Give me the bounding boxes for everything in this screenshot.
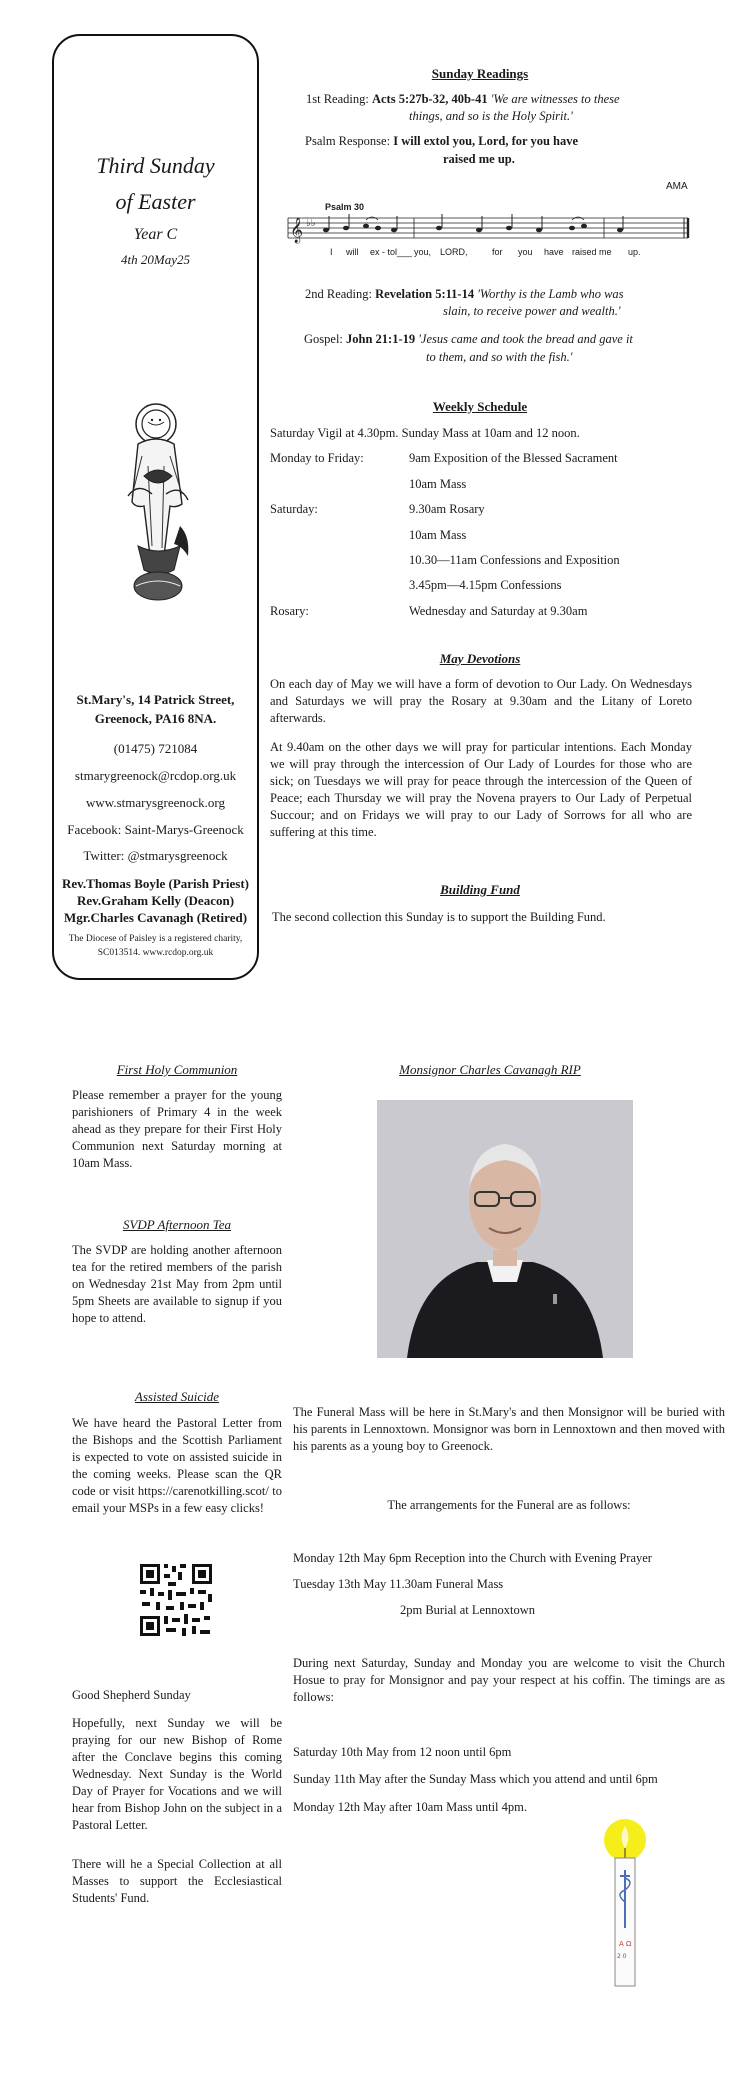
funeral-item-3: 2pm Burial at Lennoxtown — [400, 1603, 536, 1617]
second-reading-quote1: 'Worthy is the Lamb who was — [477, 287, 624, 301]
monsignor-photo — [377, 1100, 633, 1358]
music-lyrics — [330, 247, 700, 259]
assisted-text[interactable]: We have heard the Pastoral Letter from the Bishops and the Scottish Parliament is expected to vote on assisted suicide in the coming weeks. Please scan the QR code or visit https://carenotkilling.scot/ to email your MSPs in a few easy clicks! — [72, 1416, 282, 1515]
second-reading — [305, 286, 695, 303]
may-devotions-para1: On each day of May we will have a form of devotion to Our Lady. On Wednesdays and Saturdays we will pray the Rosary at 9.30am and the Litany of Loreto afterwards. — [270, 677, 692, 725]
schedule-label: Saturday Vigil at 4.30pm. Sunday Mass at 10am and 12 noon. — [270, 426, 580, 440]
schedule-row — [270, 604, 730, 626]
madonna-illustration — [108, 396, 208, 616]
visit-item-3: Monday 12th May after 10am Mass until 4pm. — [293, 1800, 527, 1814]
svg-text:A Ω: A Ω — [619, 1940, 632, 1948]
schedule-value: 3.45pm—4.15pm Confessions — [409, 578, 562, 592]
clergy-parish-priest: Rev.Thomas Boyle (Parish Priest) — [61, 876, 250, 891]
visit-item-1: Saturday 10th May from 12 noon until 6pm — [293, 1745, 512, 1759]
music-credit: AMA — [666, 181, 688, 192]
svg-text:2 0: 2 0 — [617, 1953, 627, 1960]
cover-year: Year C — [133, 226, 178, 243]
first-reading — [306, 91, 696, 108]
readings-heading: Sunday Readings — [431, 66, 529, 81]
schedule-label: Monday to Friday: — [270, 451, 364, 465]
gospel-quote1: 'Jesus came and took the bread and gave it — [418, 332, 633, 346]
second-reading-quote2: slain, to receive power and wealth.' — [443, 304, 621, 318]
psalm-response — [305, 133, 695, 150]
schedule-row — [270, 477, 730, 499]
first-reading-quote1: 'We are witnesses to these — [490, 92, 620, 106]
second-reading-quote2-wrap — [443, 303, 621, 320]
clergy-deacon: Rev.Graham Kelly (Deacon) — [76, 893, 235, 908]
schedule-row — [270, 553, 730, 575]
schedule-table — [270, 426, 730, 626]
second-reading-ref: Revelation 5:11-14 — [375, 287, 475, 301]
svdp-text: The SVDP are holding another afternoon tea for the retired members of the parish on Wednesday 21st May from 2pm until 5pm Sheets are available to signup if you hope to attend. — [72, 1243, 282, 1325]
music-label: Psalm 30 — [325, 202, 365, 212]
gospel-quote2: to them, and so with the fish.' — [426, 350, 573, 364]
may-devotions-heading: May Devotions — [439, 651, 521, 666]
gospel-prefix: Gospel: — [304, 332, 347, 346]
rip-arrangements: The arrangements for the Funeral are as follows: — [387, 1498, 631, 1512]
rip-heading: Monsignor Charles Cavanagh RIP — [399, 1062, 581, 1077]
schedule-value: 10am Mass — [409, 528, 467, 542]
rip-para2: During next Saturday, Sunday and Monday you are welcome to visit the Church Hosue to pray for Monsignor and pay your respect at his coffin. The timings are as follows: — [293, 1656, 725, 1704]
schedule-row — [270, 426, 730, 448]
may-devotions-para2: At 9.40am on the other days we will pray for particular intentions. Each Monday we will pray through the intercession of Our Lady of Lourdes for those who are sick; on Tuesdays we will pray for peace through the intercession of the Queen of Peace; each Thursday we will pray the Novena prayers to Our Lady of Perpetual Succour; and on Fridays we will pray to our Lady of Sorrows for all who are suffering at this time. — [270, 740, 692, 839]
cover-panel — [52, 34, 259, 980]
lyric-syllable: I — [330, 247, 333, 257]
lyric-syllable: for — [492, 247, 503, 257]
schedule-label: Rosary: — [270, 604, 309, 618]
cover-title-line1: Third Sunday — [96, 153, 215, 178]
cover-title-line2: of Easter — [115, 189, 196, 214]
schedule-row — [270, 528, 730, 550]
schedule-label: Saturday: — [270, 502, 318, 516]
psalm-text2: raised me up. — [443, 152, 515, 166]
lyric-syllable: you, — [414, 247, 432, 257]
second-reading-prefix: 2nd Reading: — [305, 287, 376, 301]
visit-item-2: Sunday 11th May after the Sunday Mass which you attend and until 6pm — [293, 1772, 658, 1786]
rip-para1: The Funeral Mass will be here in St.Mary's and then Monsignor will be buried with his parents in Lennoxtown. Monsignor was born in Lennoxtown and then moved with his parents as a young boy to Greenock. — [293, 1405, 725, 1453]
gospel-reading — [304, 331, 704, 348]
first-reading-quote2: things, and so is the Holy Spirit.' — [409, 109, 573, 123]
shepherd-para1: Hopefully, next Sunday we will be praying for our new Bishop of Rome after the Conclave begins this coming Wednesday. Next Sunday is the World Day of Prayer for Vocations and we will hear from Bishop John on the subject in a Pastoral Letter. — [72, 1716, 282, 1832]
schedule-value: 9.30am Rosary — [409, 502, 485, 516]
lyric-syllable: up. — [628, 247, 641, 257]
schedule-heading: Weekly Schedule — [432, 399, 528, 414]
candle-icon — [600, 1818, 650, 1990]
email-link[interactable]: stmarygreenock@rcdop.org.uk — [74, 768, 237, 783]
building-fund-heading: Building Fund — [440, 882, 520, 897]
schedule-row — [270, 451, 730, 473]
psalm-text2-wrap — [443, 151, 515, 168]
website-link[interactable]: www.stmarysgreenock.org — [86, 795, 225, 810]
lyric-syllable: will — [346, 247, 359, 257]
cover-date: 4th 20May25 — [121, 252, 190, 267]
lyric-syllable: raised me — [572, 247, 612, 257]
psalm-text1: I will extol you, Lord, for you have — [393, 134, 579, 148]
funeral-item-1: Monday 12th May 6pm Reception into the Church with Evening Prayer — [293, 1551, 652, 1565]
shepherd-heading: Good Shepherd Sunday — [72, 1688, 191, 1702]
schedule-value: 10.30—11am Confessions and Exposition — [409, 553, 620, 567]
communion-text: Please remember a prayer for the young parishioners of Primary 4 in the week ahead as they prepare for their First Holy Communion next Saturday morning at 10am Mass. — [72, 1088, 282, 1170]
svdp-heading: SVDP Afternoon Tea — [122, 1217, 232, 1232]
schedule-value: 10am Mass — [409, 477, 467, 491]
gospel-quote2-wrap — [426, 349, 572, 366]
first-reading-ref: Acts 5:27b-32, 40b-41 — [371, 92, 488, 106]
charity-line2: SC013514. www.rcdop.org.uk — [97, 948, 214, 958]
lyric-syllable: have — [544, 247, 564, 257]
communion-heading: First Holy Communion — [116, 1062, 238, 1077]
psalm-music-staff — [284, 210, 694, 246]
facebook-link[interactable]: Facebook: Saint-Marys-Greenock — [67, 822, 244, 837]
schedule-row — [270, 502, 730, 524]
address-line1: St.Mary's, 14 Patrick Street, — [76, 692, 235, 707]
svg-text:𝄞: 𝄞 — [290, 218, 304, 243]
charity-line1: The Diocese of Paisley is a registered charity, — [68, 934, 243, 944]
schedule-value: Wednesday and Saturday at 9.30am — [409, 604, 588, 618]
building-fund-text: The second collection this Sunday is to support the Building Fund. — [272, 910, 606, 924]
first-reading-quote2-wrap — [409, 108, 573, 125]
clergy-retired: Mgr.Charles Cavanagh (Retired) — [63, 910, 248, 925]
lyric-syllable: you — [518, 247, 533, 257]
gospel-ref: John 21:1-19 — [346, 332, 416, 346]
schedule-value: 9am Exposition of the Blessed Sacrament — [409, 451, 618, 465]
schedule-row — [270, 578, 730, 600]
lyric-syllable: ex - tol___ — [370, 247, 413, 257]
assisted-heading: Assisted Suicide — [134, 1389, 220, 1404]
first-reading-prefix: 1st Reading: — [306, 92, 372, 106]
shepherd-para2: There will he a Special Collection at all Masses to support the Ecclesiastical Students' Fund. — [72, 1857, 282, 1905]
lyric-syllable: LORD, — [440, 247, 468, 257]
phone-number[interactable]: (01475) 721084 — [113, 741, 198, 756]
funeral-item-2: Tuesday 13th May 11.30am Funeral Mass — [293, 1577, 504, 1591]
qr-code[interactable] — [138, 1562, 214, 1638]
address-line2: Greenock, PA16 8NA. — [94, 711, 217, 726]
psalm-prefix: Psalm Response: — [305, 134, 394, 148]
twitter-link[interactable]: Twitter: @stmarysgreenock — [83, 848, 228, 863]
svg-text:♭♭: ♭♭ — [306, 218, 316, 229]
